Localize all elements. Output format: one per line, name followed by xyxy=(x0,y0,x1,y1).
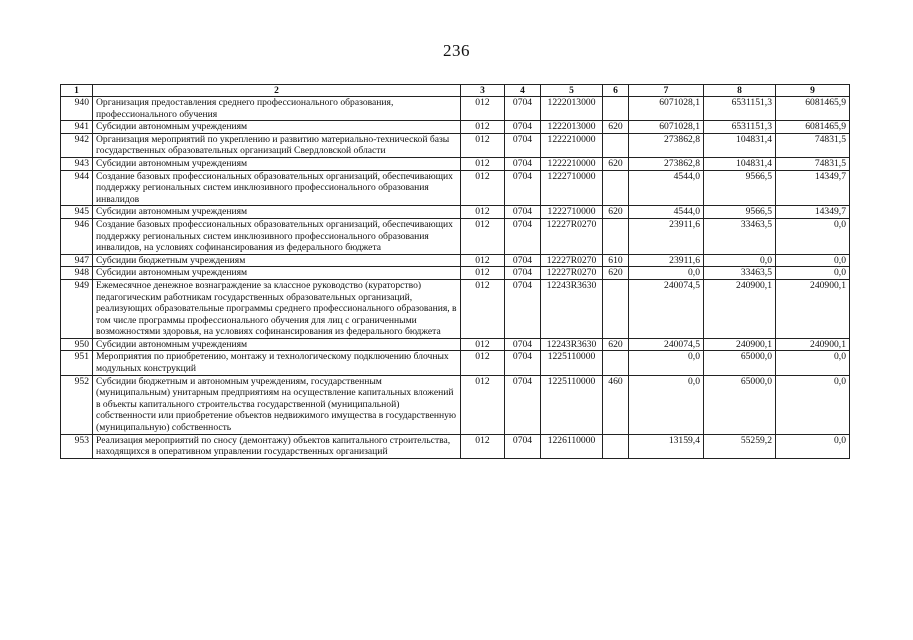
expense-type-cell: 620 xyxy=(603,267,629,280)
amount-cell: 6071028,1 xyxy=(629,97,704,121)
row-number-cell: 943 xyxy=(61,157,93,170)
amount-cell: 0,0 xyxy=(629,267,704,280)
row-name-cell: Организация мероприятий по укреплению и развитию материально-технической базы государственных образовательных организаций Свердловской области xyxy=(93,133,461,157)
amount-cell: 104831,4 xyxy=(704,157,776,170)
row-number-cell: 945 xyxy=(61,206,93,219)
amount-cell: 6531151,3 xyxy=(704,97,776,121)
amount-cell: 33463,5 xyxy=(704,267,776,280)
table-row xyxy=(61,338,850,351)
target-article-cell: 12227R0270 xyxy=(541,218,603,254)
department-code-cell: 012 xyxy=(461,254,505,267)
table-row xyxy=(61,375,850,434)
header-cell: 7 xyxy=(629,85,704,97)
row-name-cell: Субсидии бюджетным и автономным учреждениям, государственным (муниципальным) унитарным предприятиям на осуществление капитальных вложений в объекты капитального строительства государственной (муниципальной) собственности или приобретение объектов недвижимого имущества в государственную (муниципальную) собственность xyxy=(93,375,461,434)
amount-cell: 104831,4 xyxy=(704,133,776,157)
row-number-cell: 944 xyxy=(61,170,93,206)
amount-cell: 240074,5 xyxy=(629,279,704,338)
table-row xyxy=(61,206,850,219)
table-row xyxy=(61,434,850,458)
row-number-cell: 951 xyxy=(61,351,93,375)
department-code-cell: 012 xyxy=(461,206,505,219)
row-number-cell: 941 xyxy=(61,121,93,134)
amount-cell: 0,0 xyxy=(629,375,704,434)
expense-type-cell xyxy=(603,351,629,375)
target-article-cell: 12243R3630 xyxy=(541,279,603,338)
table-row xyxy=(61,133,850,157)
row-number-cell: 948 xyxy=(61,267,93,280)
department-code-cell: 012 xyxy=(461,351,505,375)
target-article-cell: 12227R0270 xyxy=(541,254,603,267)
row-name-cell: Ежемесячное денежное вознаграждение за классное руководство (кураторство) педагогическим работникам государственных образовательных организаций, реализующих образовательные программы среднего профессионального образования, в том числе программы профессионального обучения для лиц с ограниченными возможностями здоровья, на условиях софинансирования из федерального бюджета xyxy=(93,279,461,338)
department-code-cell: 012 xyxy=(461,133,505,157)
department-code-cell: 012 xyxy=(461,97,505,121)
amount-cell: 240900,1 xyxy=(776,279,850,338)
row-number-cell: 953 xyxy=(61,434,93,458)
header-row xyxy=(61,85,850,97)
section-code-cell: 0704 xyxy=(505,218,541,254)
amount-cell: 6081465,9 xyxy=(776,121,850,134)
table-row xyxy=(61,97,850,121)
amount-cell: 240900,1 xyxy=(776,338,850,351)
row-number-cell: 952 xyxy=(61,375,93,434)
amount-cell: 23911,6 xyxy=(629,254,704,267)
row-name-cell: Создание базовых профессиональных образовательных организаций, обеспечивающих поддержку региональных систем инклюзивного профессионального образования инвалидов xyxy=(93,170,461,206)
department-code-cell: 012 xyxy=(461,121,505,134)
row-number-cell: 947 xyxy=(61,254,93,267)
target-article-cell: 1222210000 xyxy=(541,157,603,170)
amount-cell: 9566,5 xyxy=(704,170,776,206)
department-code-cell: 012 xyxy=(461,279,505,338)
amount-cell: 4544,0 xyxy=(629,206,704,219)
section-code-cell: 0704 xyxy=(505,434,541,458)
row-name-cell: Создание базовых профессиональных образовательных организаций, обеспечивающих поддержку региональных систем инклюзивного профессионального образования инвалидов, на условиях софинансирования из федерального бюджета xyxy=(93,218,461,254)
target-article-cell: 1222710000 xyxy=(541,206,603,219)
header-cell: 2 xyxy=(93,85,461,97)
row-name-cell: Субсидии автономным учреждениям xyxy=(93,267,461,280)
table-row xyxy=(61,157,850,170)
target-article-cell: 1226110000 xyxy=(541,434,603,458)
amount-cell: 6531151,3 xyxy=(704,121,776,134)
table-row xyxy=(61,267,850,280)
amount-cell: 240074,5 xyxy=(629,338,704,351)
amount-cell: 13159,4 xyxy=(629,434,704,458)
target-article-cell: 1225110000 xyxy=(541,375,603,434)
department-code-cell: 012 xyxy=(461,267,505,280)
section-code-cell: 0704 xyxy=(505,254,541,267)
table-row xyxy=(61,279,850,338)
header-cell: 8 xyxy=(704,85,776,97)
amount-cell: 0,0 xyxy=(776,375,850,434)
row-name-cell: Реализация мероприятий по сносу (демонтажу) объектов капитального строительства, находящихся в оперативном управлении государственных организаций xyxy=(93,434,461,458)
amount-cell: 4544,0 xyxy=(629,170,704,206)
row-name-cell: Организация предоставления среднего профессионального образования, профессионального обучения xyxy=(93,97,461,121)
amount-cell: 240900,1 xyxy=(704,279,776,338)
amount-cell: 74831,5 xyxy=(776,157,850,170)
row-number-cell: 940 xyxy=(61,97,93,121)
table-row xyxy=(61,218,850,254)
table-row xyxy=(61,351,850,375)
section-code-cell: 0704 xyxy=(505,279,541,338)
section-code-cell: 0704 xyxy=(505,267,541,280)
amount-cell: 273862,8 xyxy=(629,133,704,157)
expense-type-cell: 620 xyxy=(603,121,629,134)
amount-cell: 0,0 xyxy=(704,254,776,267)
header-cell: 1 xyxy=(61,85,93,97)
target-article-cell: 1222710000 xyxy=(541,170,603,206)
amount-cell: 273862,8 xyxy=(629,157,704,170)
expense-type-cell xyxy=(603,133,629,157)
target-article-cell: 1222210000 xyxy=(541,133,603,157)
amount-cell: 240900,1 xyxy=(704,338,776,351)
row-name-cell: Субсидии автономным учреждениям xyxy=(93,338,461,351)
amount-cell: 0,0 xyxy=(776,351,850,375)
row-number-cell: 942 xyxy=(61,133,93,157)
department-code-cell: 012 xyxy=(461,434,505,458)
page-number: 236 xyxy=(443,41,470,60)
table-body xyxy=(61,97,850,459)
expense-type-cell xyxy=(603,218,629,254)
expense-type-cell: 620 xyxy=(603,338,629,351)
row-name-cell: Субсидии автономным учреждениям xyxy=(93,157,461,170)
header-cell: 4 xyxy=(505,85,541,97)
target-article-cell: 12243R3630 xyxy=(541,338,603,351)
expense-type-cell: 610 xyxy=(603,254,629,267)
section-code-cell: 0704 xyxy=(505,170,541,206)
header-cell: 3 xyxy=(461,85,505,97)
target-article-cell: 1225110000 xyxy=(541,351,603,375)
budget-table xyxy=(60,84,850,459)
expense-type-cell xyxy=(603,170,629,206)
target-article-cell: 1222013000 xyxy=(541,97,603,121)
section-code-cell: 0704 xyxy=(505,157,541,170)
amount-cell: 23911,6 xyxy=(629,218,704,254)
table-row xyxy=(61,121,850,134)
section-code-cell: 0704 xyxy=(505,375,541,434)
expense-type-cell xyxy=(603,279,629,338)
section-code-cell: 0704 xyxy=(505,97,541,121)
target-article-cell: 12227R0270 xyxy=(541,267,603,280)
amount-cell: 55259,2 xyxy=(704,434,776,458)
amount-cell: 14349,7 xyxy=(776,206,850,219)
department-code-cell: 012 xyxy=(461,218,505,254)
row-name-cell: Субсидии автономным учреждениям xyxy=(93,206,461,219)
section-code-cell: 0704 xyxy=(505,206,541,219)
department-code-cell: 012 xyxy=(461,157,505,170)
expense-type-cell: 620 xyxy=(603,206,629,219)
target-article-cell: 1222013000 xyxy=(541,121,603,134)
amount-cell: 14349,7 xyxy=(776,170,850,206)
amount-cell: 9566,5 xyxy=(704,206,776,219)
amount-cell: 6071028,1 xyxy=(629,121,704,134)
amount-cell: 33463,5 xyxy=(704,218,776,254)
amount-cell: 0,0 xyxy=(776,254,850,267)
row-name-cell: Субсидии бюджетным учреждениям xyxy=(93,254,461,267)
amount-cell: 74831,5 xyxy=(776,133,850,157)
row-name-cell: Субсидии автономным учреждениям xyxy=(93,121,461,134)
table-row xyxy=(61,170,850,206)
amount-cell: 0,0 xyxy=(776,218,850,254)
expense-type-cell xyxy=(603,97,629,121)
header-cell: 6 xyxy=(603,85,629,97)
expense-type-cell xyxy=(603,434,629,458)
header-cell: 5 xyxy=(541,85,603,97)
table-header xyxy=(61,85,850,97)
expense-type-cell: 460 xyxy=(603,375,629,434)
section-code-cell: 0704 xyxy=(505,133,541,157)
section-code-cell: 0704 xyxy=(505,338,541,351)
table-row xyxy=(61,254,850,267)
row-number-cell: 946 xyxy=(61,218,93,254)
department-code-cell: 012 xyxy=(461,338,505,351)
amount-cell: 0,0 xyxy=(629,351,704,375)
amount-cell: 65000,0 xyxy=(704,375,776,434)
section-code-cell: 0704 xyxy=(505,351,541,375)
row-name-cell: Мероприятия по приобретению, монтажу и технологическому подключению блочных модульных конструкций xyxy=(93,351,461,375)
row-number-cell: 949 xyxy=(61,279,93,338)
amount-cell: 0,0 xyxy=(776,267,850,280)
department-code-cell: 012 xyxy=(461,375,505,434)
expense-type-cell: 620 xyxy=(603,157,629,170)
amount-cell: 0,0 xyxy=(776,434,850,458)
amount-cell: 6081465,9 xyxy=(776,97,850,121)
amount-cell: 65000,0 xyxy=(704,351,776,375)
header-cell: 9 xyxy=(776,85,850,97)
section-code-cell: 0704 xyxy=(505,121,541,134)
department-code-cell: 012 xyxy=(461,170,505,206)
row-number-cell: 950 xyxy=(61,338,93,351)
